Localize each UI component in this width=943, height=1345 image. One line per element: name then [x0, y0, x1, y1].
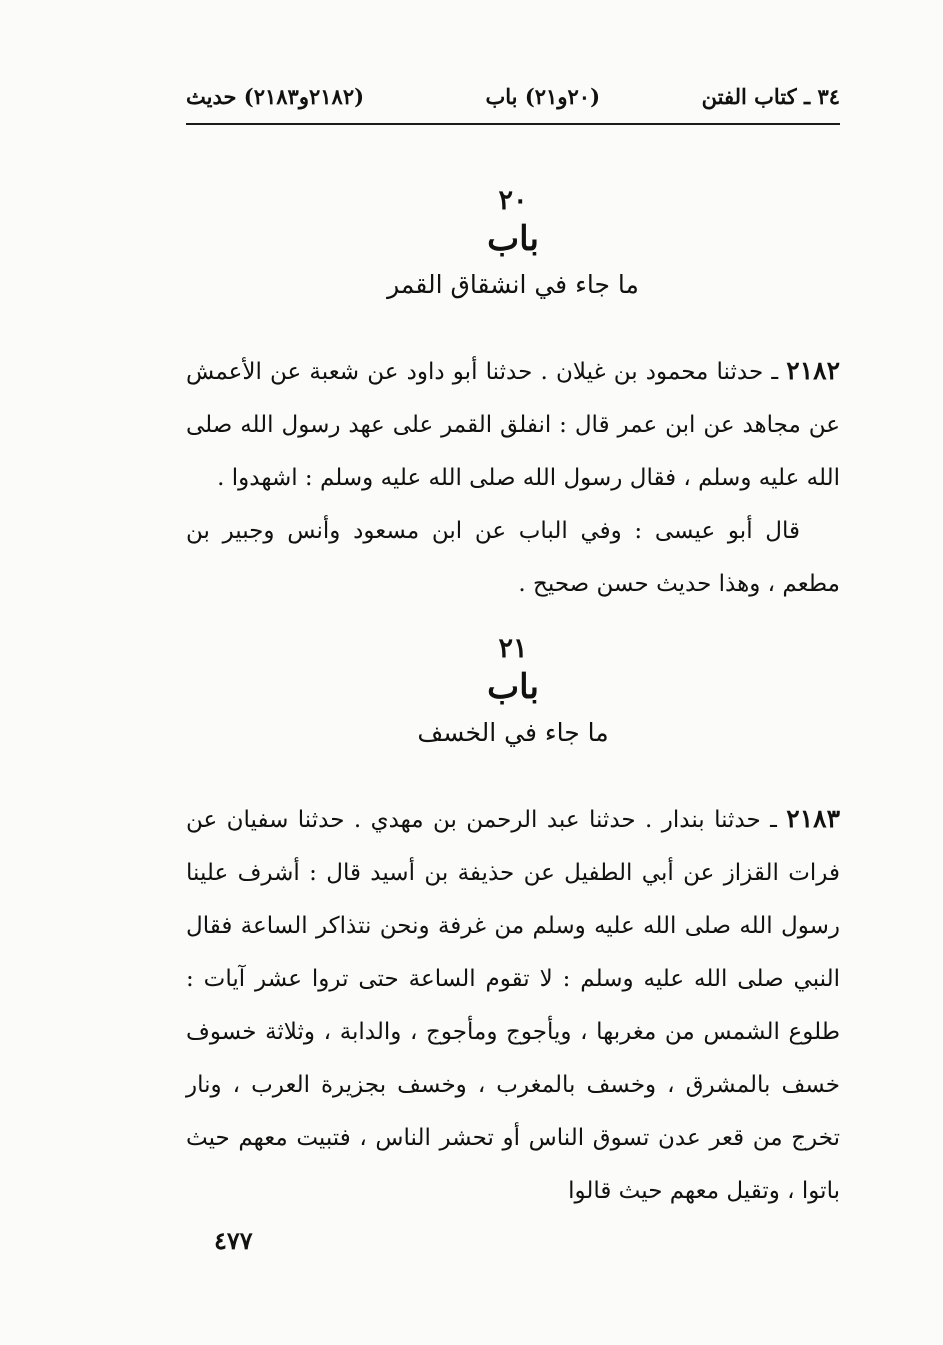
running-header — [186, 84, 840, 118]
section-number: ٢١ — [498, 633, 528, 664]
header-chapters: (٢٠و٢١) باب — [485, 84, 600, 109]
header-rule — [186, 123, 840, 125]
hadith-text: ـ حدثنا بندار . حدثنا عبد الرحمن بن مهدي . حدثنا سفيان عن فرات القزاز عن أبي الطفيل عن حذيفة بن أسيد قال : أشرف علينا رسول الله صلى الله عليه وسلم من غرفة ونحن نتذاكر الساعة فقال النبي صلى الله عليه وسلم : لا تقوم الساعة حتى تروا عشر آيات : طلوع الشمس من مغربها ، ويأجوج ومأجوج ، والدابة ، وثلاثة خسوف خسف بالمشرق ، وخسف بالمغرب ، وخسف بجزيرة العرب ، ونار تخرج من قعر عدن تسوق الناس أو تحشر الناس ، فتبيت معهم حيث باتوا ، وتقيل معهم حيث قالوا — [186, 807, 841, 1204]
section-title: ما جاء في انشقاق القمر — [387, 270, 639, 299]
hadith-2182 — [186, 344, 840, 611]
hadith-text: ـ حدثنا محمود بن غيلان . حدثنا أبو داود عن شعبة عن الأعمش عن مجاهد عن ابن عمر قال : انفلق القمر على عهد رسول الله صلى الله عليه وسلم ، فقال رسول الله صلى الله عليه وسلم : اشهدوا . — [186, 359, 840, 491]
hadith-number: ٢١٨٣ — [786, 804, 841, 833]
section-label: باب — [487, 667, 539, 707]
hadith-paragraph — [186, 344, 840, 505]
section-number: ٢٠ — [498, 185, 528, 216]
section-heading-20 — [186, 184, 840, 304]
section-title: ما جاء في الخسف — [417, 718, 609, 747]
section-heading-21 — [186, 632, 840, 752]
header-book-title: ٣٤ ـ كتاب الفتن — [701, 84, 840, 109]
section-label: باب — [487, 219, 539, 259]
hadith-2183 — [186, 792, 840, 1218]
page-number: ٤٧٧ — [214, 1226, 253, 1255]
hadith-paragraph — [186, 792, 840, 1218]
hadith-note: قال أبو عيسى : وفي الباب عن ابن مسعود وأنس وجبير بن مطعم ، وهذا حديث حسن صحيح . — [186, 518, 840, 597]
hadith-number: ٢١٨٢ — [786, 356, 841, 385]
header-hadiths: (٢١٨٢و٢١٨٣) حديث — [186, 84, 365, 109]
